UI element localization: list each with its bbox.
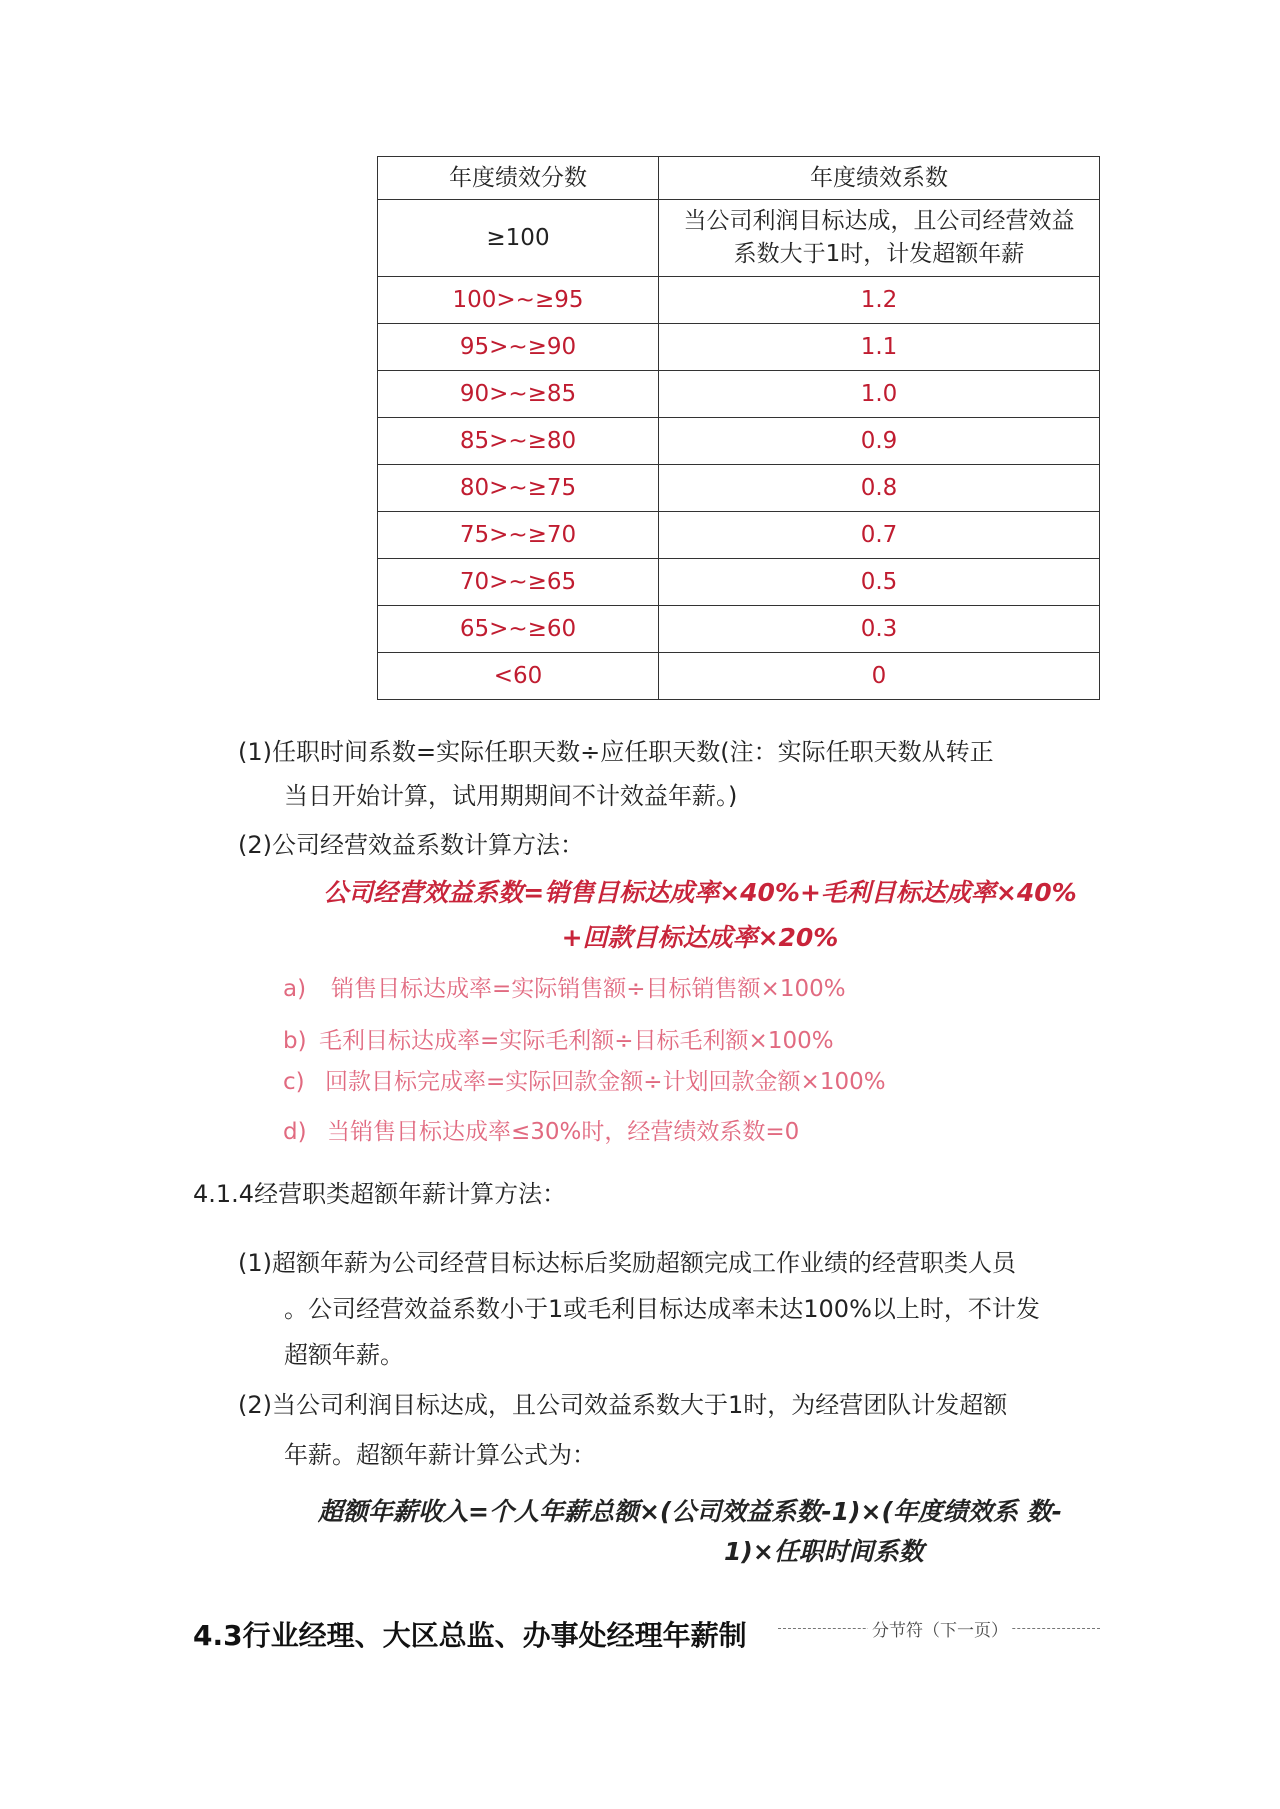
sub-item-text: 销售目标达成率=实际销售额÷目标销售额×100% (331, 976, 846, 1002)
sub-item-d (283, 1113, 799, 1146)
sub-item-text: 毛利目标达成率=实际毛利额÷目标毛利额×100% (319, 1028, 834, 1054)
header-coefficient: 年度绩效系数 (659, 157, 1100, 200)
coefficient-cell: 0.7 (659, 512, 1100, 559)
table-row (378, 371, 1100, 418)
table-row (378, 606, 1100, 653)
header-score: 年度绩效分数 (378, 157, 659, 200)
coefficient-cell: 0.5 (659, 559, 1100, 606)
coefficient-cell: 1.1 (659, 324, 1100, 371)
coefficient-line: 系数大于1时，计发超额年薪 (733, 241, 1025, 267)
excess-salary-condition-paragraph (238, 1380, 1118, 1480)
score-cell: 70>~≥65 (378, 559, 659, 606)
benefit-coefficient-method: (2)公司经营效益系数计算方法： (238, 831, 584, 859)
score-cell: ≥100 (378, 200, 659, 277)
coefficient-cell: 0.9 (659, 418, 1100, 465)
sub-item-label: b) (283, 1028, 307, 1054)
sub-item-b (283, 1022, 834, 1055)
section-break-label: 分节符（下一页） (868, 1616, 1012, 1641)
score-cell: 75>~≥70 (378, 512, 659, 559)
coefficient-cell: 0 (659, 653, 1100, 700)
excess-salary-paragraph (238, 1240, 1118, 1378)
table-row (378, 324, 1100, 371)
sub-item-text: 当销售目标达成率≤30%时，经营绩效系数=0 (327, 1119, 800, 1145)
coefficient-cell: 0.8 (659, 465, 1100, 512)
score-cell: 100>~≥95 (378, 277, 659, 324)
table-row (378, 653, 1100, 700)
table-header-row (378, 157, 1100, 200)
score-cell: <60 (378, 653, 659, 700)
score-cell: 85>~≥80 (378, 418, 659, 465)
sub-item-c (283, 1063, 886, 1096)
sub-item-a (283, 970, 846, 1003)
score-cell: 80>~≥75 (378, 465, 659, 512)
paragraph-line: (1)任职时间系数=实际任职天数÷应任职天数(注：实际任职天数从转正 (238, 738, 994, 766)
coefficient-line: 当公司利润目标达成，且公司经营效益 (683, 208, 1075, 234)
table-row (378, 277, 1100, 324)
coefficient-cell: 1.2 (659, 277, 1100, 324)
paragraph-line: 。公司经营效益系数小于1或毛利目标达成率未达100%以上时，不计发 (284, 1295, 1040, 1323)
coefficient-cell: 0.3 (659, 606, 1100, 653)
sub-item-label: c) (283, 1069, 305, 1095)
paragraph-line: 当日开始计算，试用期期间不计效益年薪。) (284, 782, 738, 810)
section-break-marker (778, 1621, 1100, 1649)
formula-line: 超额年薪收入=个人年薪总额×(公司效益系数-1)×(年度绩效系 数- (318, 1497, 1062, 1526)
coefficient-cell: 1.0 (659, 371, 1100, 418)
formula-line: +回款目标达成率×20% (561, 923, 839, 952)
table-row (378, 465, 1100, 512)
score-cell: 90>~≥85 (378, 371, 659, 418)
section-4-1-4-heading: 4.1.4经营职类超额年薪计算方法： (193, 1180, 567, 1208)
benefit-coefficient-formula (300, 870, 1100, 960)
sub-item-label: d) (283, 1119, 307, 1145)
paragraph-line: 超额年薪。 (284, 1341, 404, 1369)
tenure-coefficient-paragraph (238, 730, 1118, 818)
score-cell: 95>~≥90 (378, 324, 659, 371)
paragraph-line: (2)当公司利润目标达成，且公司效益系数大于1时，为经营团队计发超额 (238, 1391, 1008, 1419)
table-row (378, 200, 1100, 277)
table-row (378, 512, 1100, 559)
paragraph-line: (1)超额年薪为公司经营目标达标后奖励超额完成工作业绩的经营职类人员 (238, 1249, 1016, 1277)
coefficient-cell (659, 200, 1100, 277)
formula-line: 1)×任职时间系数 (724, 1537, 924, 1566)
sub-item-label: a) (283, 976, 307, 1002)
paragraph-line: 年薪。超额年薪计算公式为： (284, 1441, 596, 1469)
section-4-3-heading: 4.3行业经理、大区总监、办事处经理年薪制 (193, 1619, 747, 1652)
sub-item-text: 回款目标完成率=实际回款金额÷计划回款金额×100% (325, 1069, 886, 1095)
excess-salary-formula (318, 1492, 1118, 1572)
table-row (378, 559, 1100, 606)
table-row (378, 418, 1100, 465)
performance-coefficient-table (377, 156, 1100, 700)
score-cell: 65>~≥60 (378, 606, 659, 653)
formula-line: 公司经营效益系数=销售目标达成率×40%+毛利目标达成率×40% (323, 878, 1077, 907)
